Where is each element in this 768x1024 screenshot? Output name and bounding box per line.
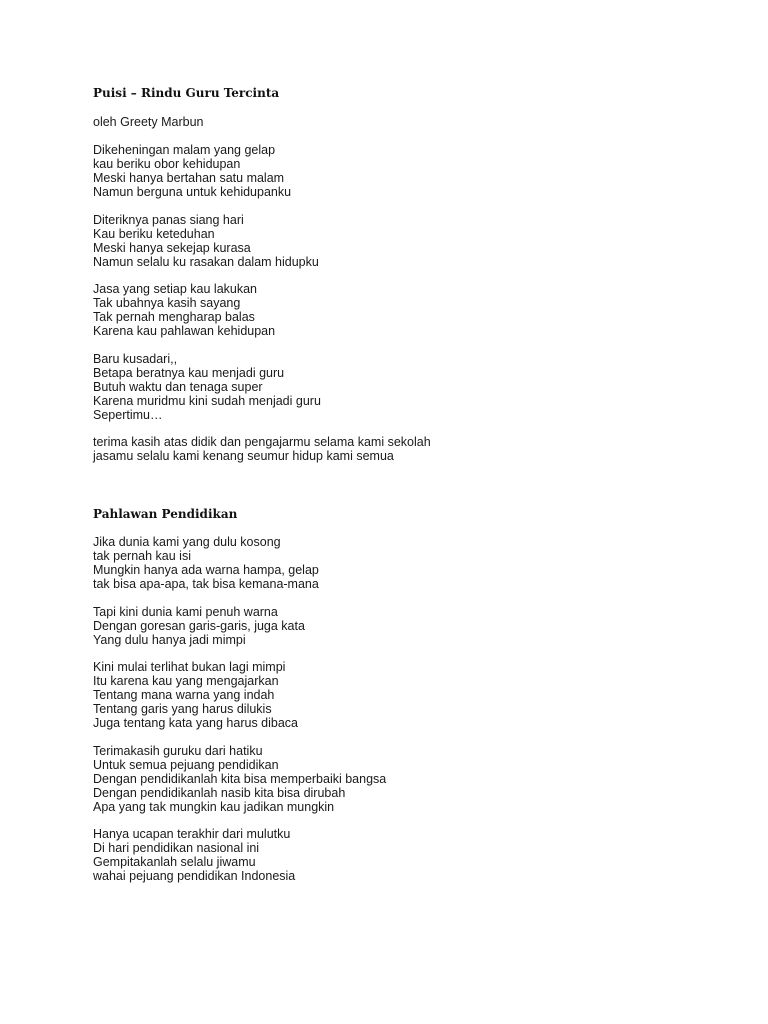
poem-title: Puisi – Rindu Guru Tercinta: [93, 86, 280, 100]
poem-line: wahai pejuang pendidikan Indonesia: [93, 869, 296, 883]
poem-line: Tentang garis yang harus dilukis: [93, 702, 272, 716]
poem-line: Betapa beratnya kau menjadi guru: [93, 365, 285, 380]
stanza: [93, 605, 733, 647]
stanza: [93, 660, 733, 730]
stanza: [93, 744, 733, 814]
poem-line: Jika dunia kami yang dulu kosong: [93, 535, 281, 549]
poem-line: Diteriknya panas siang hari: [93, 212, 244, 227]
poem-line: Untuk semua pejuang pendidikan: [93, 757, 279, 772]
poem-line: Namun berguna untuk kehidupanku: [93, 185, 292, 199]
poem-author: oleh Greety Marbun: [93, 115, 204, 129]
poem-line: Tentang mana warna yang indah: [93, 688, 275, 702]
poem-line: Meski hanya bertahan satu malam: [93, 171, 285, 185]
stanza: [93, 352, 733, 422]
poem-line: Tak ubahnya kasih sayang: [93, 296, 241, 310]
poem-line: Juga tentang kata yang harus dibaca: [93, 716, 299, 730]
poem-line: Namun selalu ku rasakan dalam hidupku: [93, 254, 319, 269]
poem-line: Tak pernah mengharap balas: [93, 310, 255, 324]
stanza: [93, 282, 733, 338]
poem-line: Itu karena kau yang mengajarkan: [93, 674, 279, 688]
poem-rindu-guru: [93, 86, 733, 477]
poem-line: Hanya ucapan terakhir dari mulutku: [93, 827, 291, 841]
poem-line: tak bisa apa-apa, tak bisa kemana-mana: [93, 577, 319, 591]
poem-line: Karena kau pahlawan kehidupan: [93, 324, 276, 338]
stanza: [93, 535, 733, 591]
poem-line: Di hari pendidikan nasional ini: [93, 841, 260, 855]
poem-line: Terimakasih guruku dari hatiku: [93, 743, 263, 758]
poem-line: Jasa yang setiap kau lakukan: [93, 282, 257, 296]
poem-line: Meski hanya sekejap kurasa: [93, 240, 251, 255]
poem-line: Yang dulu hanya jadi mimpi: [93, 632, 246, 647]
stanza: [93, 827, 733, 883]
poem-line: Dengan pendidikanlah nasib kita bisa dirubah: [93, 785, 346, 800]
stanza: [93, 213, 733, 269]
poem-line: Gempitakanlah selalu jiwamu: [93, 855, 256, 869]
poem-line: Dengan goresan garis-garis, juga kata: [93, 618, 305, 633]
poem-line: kau beriku obor kehidupan: [93, 157, 241, 171]
poem-line: Kau beriku keteduhan: [93, 226, 215, 241]
poem-pahlawan-pendidikan: [93, 507, 733, 897]
poem-line: Dikeheningan malam yang gelap: [93, 143, 276, 157]
poem-line: Apa yang tak mungkin kau jadikan mungkin: [93, 799, 335, 814]
poem-line: Tapi kini dunia kami penuh warna: [93, 604, 278, 619]
poem-line: Mungkin hanya ada warna hampa, gelap: [93, 563, 319, 577]
poem-line: Karena muridmu kini sudah menjadi guru: [93, 393, 321, 408]
poem-line: tak pernah kau isi: [93, 549, 191, 563]
stanza: [93, 143, 733, 199]
poem-line: Sepertimu…: [93, 407, 163, 422]
poem-line: Dengan pendidikanlah kita bisa memperbaiki bangsa: [93, 771, 387, 786]
stanza: [93, 435, 733, 463]
poem-line: Kini mulai terlihat bukan lagi mimpi: [93, 660, 286, 674]
poem-line: jasamu selalu kami kenang seumur hidup kami semua: [93, 449, 394, 463]
poem-line: terima kasih atas didik dan pengajarmu selama kami sekolah: [93, 435, 431, 449]
poem-line: Baru kusadari,,: [93, 351, 178, 366]
poem-title: Pahlawan Pendidikan: [93, 507, 238, 521]
poem-line: Butuh waktu dan tenaga super: [93, 379, 263, 394]
